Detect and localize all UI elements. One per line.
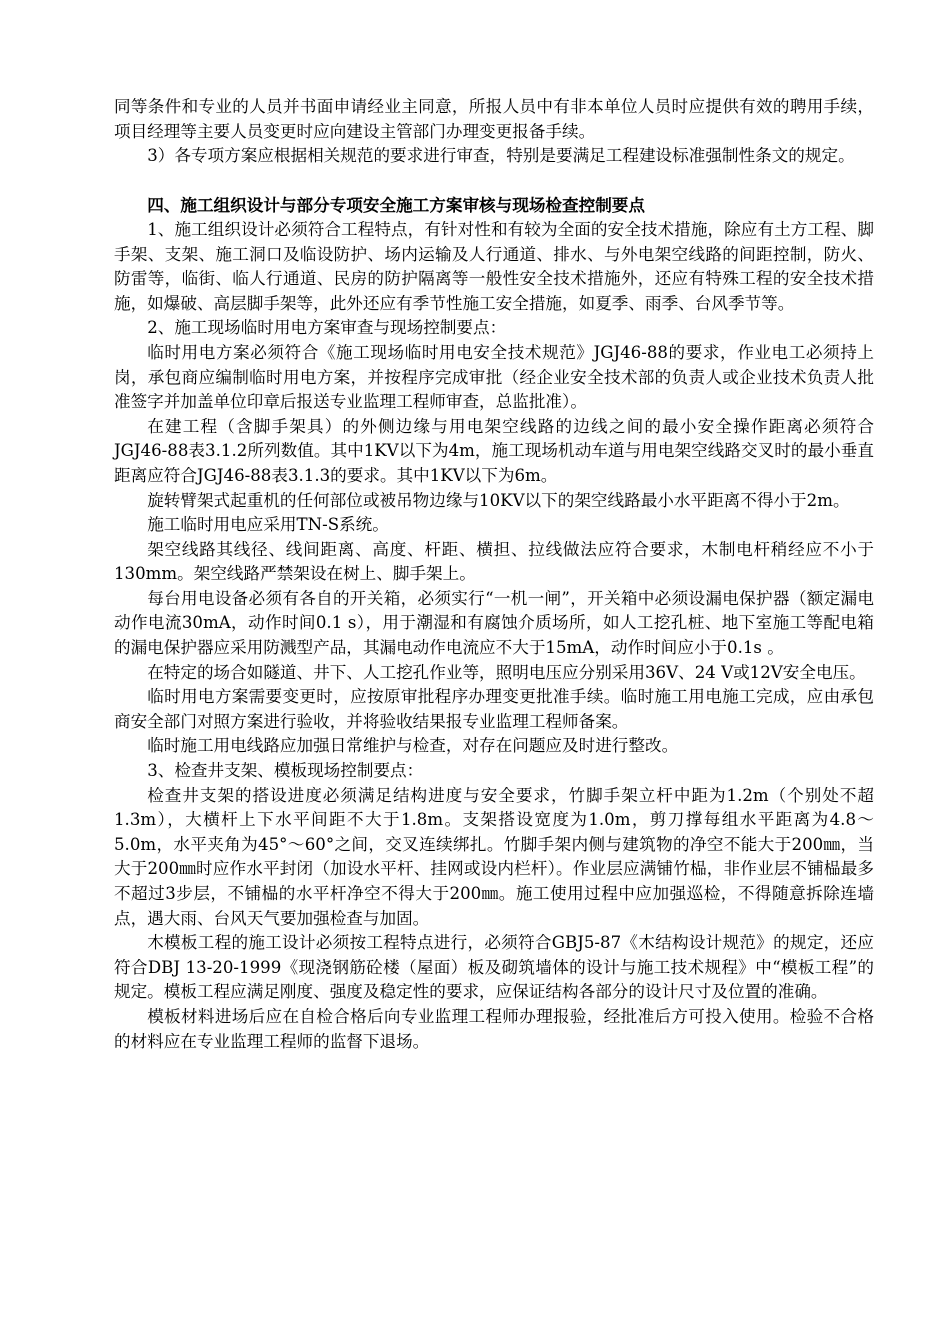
subheading-temporary-power: 2、施工现场临时用电方案审查与现场控制要点： — [147, 318, 507, 338]
paragraph-scaffold-requirements: 检查井支架的搭设进度必须满足结构进度与安全要求，竹脚手架立杆中距为1.2m（个别处不超1.3m），大横杆上下水平间距不大于1.8m。支架搭设宽度为1.0m，剪刀撑每组水平距离为4.8～5.0m，水平夹角为45°～60°之间，交叉连续绑扎。竹脚手架内侧与建筑物的净空不能大于200㎜，当大于200㎜时应作水平封闭（加设水平杆、挂网或设内栏杆）。作业层应满铺竹榀，非作业层不铺榀最多不超过3步层，不铺榀的水平杆净空不得大于200㎜。施工使用过程中应加强巡检，不得随意拆除连墙点，遇大雨、台风天气要加强检查与加固。 — [114, 785, 874, 928]
paragraph-continuation: 同等条件和专业的人员并书面申请经业主同意，所报人员中有非本单位人员时应提供有效的聘用手续，项目经理等主要人员变更时应向建设主管部门办理变更报备手续。 — [114, 97, 874, 141]
paragraph-switch-box: 每台用电设备必须有各自的开关箱，必须实行“一机一闸”，开关箱中必须设漏电保护器（额定漏电动作电流30mA，动作时间0.1 s），用于潮湿和有腐蚀介质场所，如人工挖孔桩、地下室施工等配电箱的漏电保护器应采用防溅型产品，其漏电动作电流应不大于15mA，动作时间应小于0.1s 。 — [114, 588, 874, 658]
paragraph-maintenance: 临时施工用电线路应加强日常维护与检查，对存在问题应及时进行整改。 — [147, 736, 679, 756]
paragraph-special-plan-review: 3）各专项方案应根据相关规范的要求进行审查，特别是要满足工程建设标准强制性条文的规定。 — [147, 146, 855, 166]
paragraph-safety-voltage: 在特定的场合如隧道、井下、人工挖孔作业等，照明电压应分别采用36V、24 V或12V安全电压。 — [147, 662, 866, 682]
section-heading-four: 四、施工组织设计与部分专项安全施工方案审核与现场检查控制要点 — [147, 195, 645, 216]
paragraph-power-plan-approval: 临时用电方案必须符合《施工现场临时用电安全技术规范》JGJ46-88的要求，作业电工必须持上岗，承包商应编制临时用电方案，并按程序完成审批（经企业安全技术部的负责人或企业技术负责人批准签字并加盖单位印章后报送专业监理工程师审查，总监批准）。 — [114, 342, 874, 412]
paragraph-plan-change: 临时用电方案需要变更时，应按原审批程序办理变更批准手续。临时施工用电施工完成，应由承包商安全部门对照方案进行验收，并将验收结果报专业监理工程师备案。 — [114, 687, 874, 731]
document-body — [114, 95, 874, 1054]
paragraph-crane-distance: 旋转臂架式起重机的任何部位或被吊物边缘与10KV以下的架空线路最小水平距离不得小于2m。 — [147, 490, 850, 510]
paragraph-construction-design: 1、施工组织设计必须符合工程特点，有针对性和有较为全面的安全技术措施，除应有土方工程、脚手架、支架、施工洞口及临设防护、场内运输及人行通道、排水、与外电架空线路的间距控制，防火、防雷等，临街、临人行通道、民房的防护隔离等一般性安全技术措施外，还应有特殊工程的安全技术措施，如爆破、高层脚手架等，此外还应有季节性施工安全措施，如夏季、雨季、台风季节等。 — [114, 219, 874, 313]
paragraph-overhead-lines: 架空线路其线径、线间距离、高度、杆距、横担、拉线做法应符合要求，木制电杆稍经应不小于130mm。架空线路严禁架设在树上、脚手架上。 — [114, 539, 874, 584]
paragraph-tn-s-system: 施工临时用电应采用TN-S系统。 — [147, 515, 389, 535]
paragraph-safe-distance: 在建工程（含脚手架具）的外侧边缘与用电架空线路的边线之间的最小安全操作距离必须符合JGJ46-88表3.1.2所列数值。其中1KV以下为4m，施工现场机动车道与用电架空线路交叉时的最小垂直距离应符合JGJ46-88表3.1.3的要求。其中1KV以下为6m。 — [114, 416, 874, 485]
paragraph-material-inspection: 模板材料进场后应在自检合格后向专业监理工程师办理报验，经批准后方可投入使用。检验不合格的材料应在专业监理工程师的监督下退场。 — [114, 1006, 874, 1051]
paragraph-formwork-design: 木模板工程的施工设计必须按工程特点进行，必须符合GBJ5-87《木结构设计规范》的规定，还应符合DBJ 13-20-1999《现浇钢筋砼楼（屋面）板及砌筑墙体的设计与施工技术规程》中“模板工程”的规定。模板工程应满足刚度、强度及稳定性的要求，应保证结构各部分的设计尺寸及位置的准确。 — [114, 933, 874, 1002]
subheading-scaffold-formwork: 3、检查井支架、模板现场控制要点： — [147, 761, 424, 781]
